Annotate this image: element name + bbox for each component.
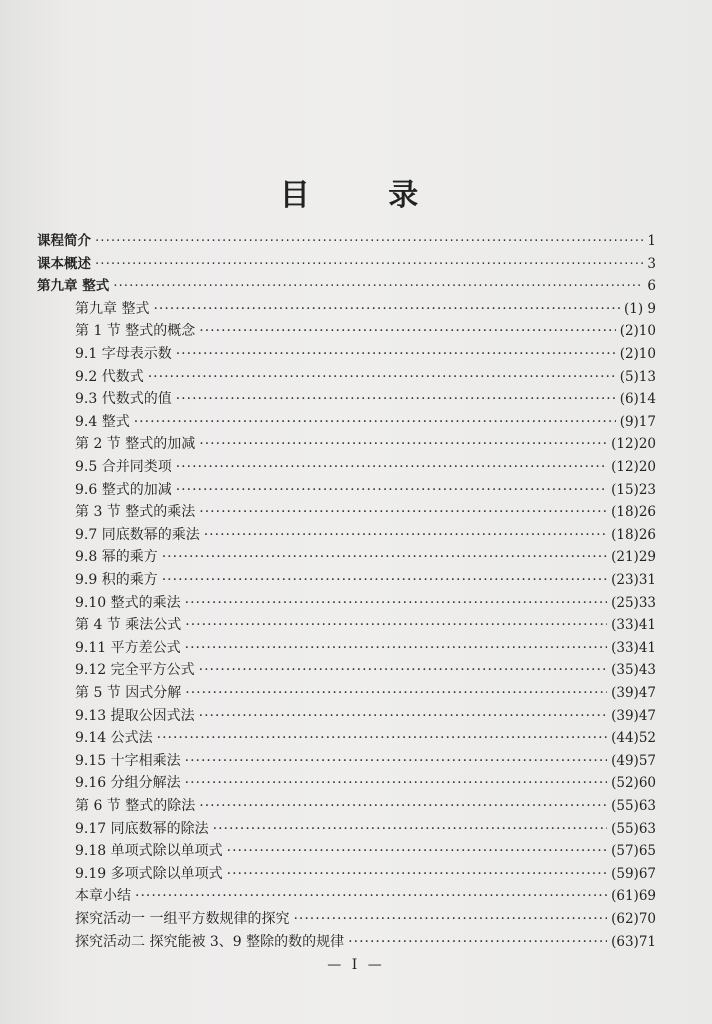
- toc-entry-page: (2)10: [619, 323, 656, 340]
- toc-leader-dots: [348, 931, 607, 953]
- toc-leader-dots: [113, 275, 643, 297]
- toc-leader-dots: [162, 546, 607, 568]
- toc-leader-dots: [176, 343, 616, 365]
- toc-entry-label: 9.17 同底数幂的除法: [75, 820, 209, 837]
- page-title: 目 录: [279, 178, 453, 213]
- toc-entry-label: 9.3 代数式的值: [75, 391, 172, 408]
- toc-entry-label: 9.5 合并同类项: [75, 459, 172, 475]
- toc-leader-dots: [176, 456, 607, 478]
- toc-entry-label: 第 1 节 整式的概念: [75, 323, 196, 340]
- toc-leader-dots: [157, 727, 607, 749]
- toc-entry-label: 9.18 单项式除以单项式: [75, 843, 223, 860]
- toc-entry[interactable]: [75, 818, 656, 840]
- toc-entry-label: 9.13 提取公因式法: [75, 707, 195, 724]
- toc-entry-label: 第九章 整式: [37, 278, 110, 295]
- toc-entry-label: 第 4 节 乘法公式: [75, 617, 182, 634]
- toc-leader-dots: [213, 818, 607, 840]
- toc-entry[interactable]: [75, 411, 656, 433]
- toc-entry[interactable]: [75, 840, 656, 862]
- toc-entry-page: (15)23: [611, 481, 656, 498]
- toc-entry[interactable]: [75, 366, 656, 388]
- toc-entry[interactable]: [75, 320, 656, 342]
- toc-entry-label: 9.8 幂的乘方: [75, 549, 158, 566]
- toc-leader-dots: [185, 637, 607, 659]
- toc-entry-page: (12)20: [611, 459, 656, 475]
- toc-entry[interactable]: [75, 885, 656, 907]
- toc-entry-page: (35)43: [611, 662, 656, 679]
- toc-leader-dots: [153, 298, 620, 320]
- toc-entry[interactable]: [75, 863, 656, 885]
- toc-entry-page: (33)41: [611, 639, 656, 656]
- toc-entry-page: 6: [647, 278, 656, 295]
- toc-entry-label: 9.19 多项式除以单项式: [75, 865, 223, 882]
- toc-entry-page: (33)41: [611, 617, 656, 634]
- toc-leader-dots: [199, 501, 607, 523]
- toc-entry[interactable]: [37, 275, 656, 297]
- toc-entry-label: 9.14 公式法: [75, 730, 153, 747]
- toc-entry[interactable]: [75, 592, 656, 614]
- toc-entry-label: 第 5 节 因式分解: [75, 685, 182, 701]
- toc-entry[interactable]: [37, 230, 656, 252]
- toc-entry[interactable]: [37, 253, 656, 275]
- toc-entry[interactable]: [75, 298, 656, 320]
- toc-entry-page: (39)47: [611, 685, 656, 701]
- page-footer: — I —: [327, 957, 385, 973]
- toc-entry[interactable]: [75, 682, 656, 704]
- toc-entry-label: 9.12 完全平方公式: [75, 662, 195, 679]
- toc-entry-label: 本章小结: [75, 888, 131, 905]
- toc-entry[interactable]: [75, 433, 656, 455]
- toc-entry-label: 9.11 平方差公式: [75, 639, 181, 656]
- toc-leader-dots: [135, 885, 607, 907]
- toc-leader-dots: [95, 253, 643, 275]
- toc-entry-label: 9.10 整式的乘法: [75, 594, 181, 611]
- toc-entry-label: 第 6 节 整式的除法: [75, 798, 196, 814]
- toc-entry[interactable]: [75, 772, 656, 794]
- toc-entry-label: 9.1 字母表示数: [75, 346, 172, 362]
- toc-entry-page: (1) 9: [623, 300, 656, 317]
- toc-leader-dots: [185, 614, 607, 636]
- toc-entry-label: 9.16 分组分解法: [75, 775, 181, 792]
- toc-entry[interactable]: [75, 569, 656, 591]
- toc-entry-label: 课本概述: [37, 255, 91, 272]
- toc-entry-page: (49)57: [611, 752, 656, 769]
- toc-entry-label: 探究活动二 探究能被 3、9 整除的数的规律: [75, 933, 345, 950]
- toc-entry-page: (63)71: [611, 933, 656, 950]
- toc-entry[interactable]: [75, 456, 656, 478]
- toc-entry-label: 课程简介: [37, 233, 91, 249]
- toc-leader-dots: [162, 569, 607, 591]
- toc-leader-dots: [199, 705, 607, 727]
- toc-entry-page: 1: [647, 233, 656, 249]
- toc-leader-dots: [227, 840, 607, 862]
- toc-entry[interactable]: [75, 931, 656, 953]
- toc-entry[interactable]: [75, 659, 656, 681]
- toc-leader-dots: [134, 411, 616, 433]
- toc-leader-dots: [199, 320, 615, 342]
- toc-entry[interactable]: [75, 637, 656, 659]
- toc-entry-page: (57)65: [611, 843, 656, 860]
- toc-leader-dots: [227, 863, 607, 885]
- toc-entry-page: (21)29: [611, 549, 656, 566]
- toc-entry-page: (12)20: [611, 436, 656, 453]
- toc-entry[interactable]: [75, 546, 656, 568]
- toc-entry-page: (61)69: [611, 888, 656, 905]
- toc-entry-label: 第 3 节 整式的乘法: [75, 504, 196, 521]
- toc-entry-label: 9.15 十字相乘法: [75, 752, 181, 769]
- toc-entry-label: 第 2 节 整式的加减: [75, 436, 196, 453]
- toc-entry[interactable]: [75, 727, 656, 749]
- toc-entry-page: 3: [647, 255, 656, 272]
- toc-leader-dots: [148, 366, 616, 388]
- toc-entry[interactable]: [75, 614, 656, 636]
- toc-entry-page: (55)63: [611, 820, 656, 837]
- toc-entry[interactable]: [75, 750, 656, 772]
- toc-leader-dots: [176, 479, 607, 501]
- toc-entry-page: (62)70: [611, 911, 656, 927]
- toc-entry-page: (59)67: [611, 865, 656, 882]
- toc-entry-label: 9.2 代数式: [75, 368, 144, 385]
- toc-leader-dots: [185, 750, 607, 772]
- toc-leader-dots: [199, 433, 607, 455]
- toc-leader-dots: [199, 795, 607, 817]
- toc-leader-dots: [293, 908, 607, 930]
- toc-entry-page: (6)14: [619, 391, 656, 408]
- toc-entry-page: (52)60: [611, 775, 656, 792]
- toc-leader-dots: [199, 659, 607, 681]
- toc-leader-dots: [185, 682, 607, 704]
- toc-entry-page: (44)52: [611, 730, 656, 747]
- toc-entry[interactable]: [75, 795, 656, 817]
- toc-entry-label: 9.7 同底数幂的乘法: [75, 526, 200, 543]
- toc-entry[interactable]: [75, 501, 656, 523]
- toc-entry-page: (5)13: [619, 368, 656, 385]
- toc-entry-page: (39)47: [611, 707, 656, 724]
- toc-entry-label: 第九章 整式: [75, 300, 150, 317]
- toc-leader-dots: [185, 772, 607, 794]
- toc-entry-page: (9)17: [619, 413, 656, 430]
- toc-entry-page: (18)26: [611, 526, 656, 543]
- toc-entry[interactable]: [75, 705, 656, 727]
- toc-leader-dots: [176, 388, 616, 410]
- toc-entry[interactable]: [75, 908, 656, 930]
- toc-entry[interactable]: [75, 388, 656, 410]
- toc-entry-label: 9.4 整式: [75, 413, 130, 430]
- toc-entry-page: (2)10: [619, 346, 656, 362]
- toc-entry[interactable]: [75, 343, 656, 365]
- toc-entry-page: (25)33: [611, 594, 656, 611]
- toc-entry[interactable]: [75, 479, 656, 501]
- toc-leader-dots: [185, 592, 607, 614]
- toc-entry-page: (55)63: [611, 798, 656, 814]
- toc-entry-label: 探究活动一 一组平方数规律的探究: [75, 911, 290, 927]
- toc-entry-page: (23)31: [611, 572, 656, 588]
- toc-leader-dots: [95, 230, 643, 252]
- toc-entry-label: 9.6 整式的加减: [75, 481, 172, 498]
- toc-leader-dots: [204, 524, 607, 546]
- toc-entry[interactable]: [75, 524, 656, 546]
- toc-entry-label: 9.9 积的乘方: [75, 572, 158, 588]
- toc-entry-page: (18)26: [611, 504, 656, 521]
